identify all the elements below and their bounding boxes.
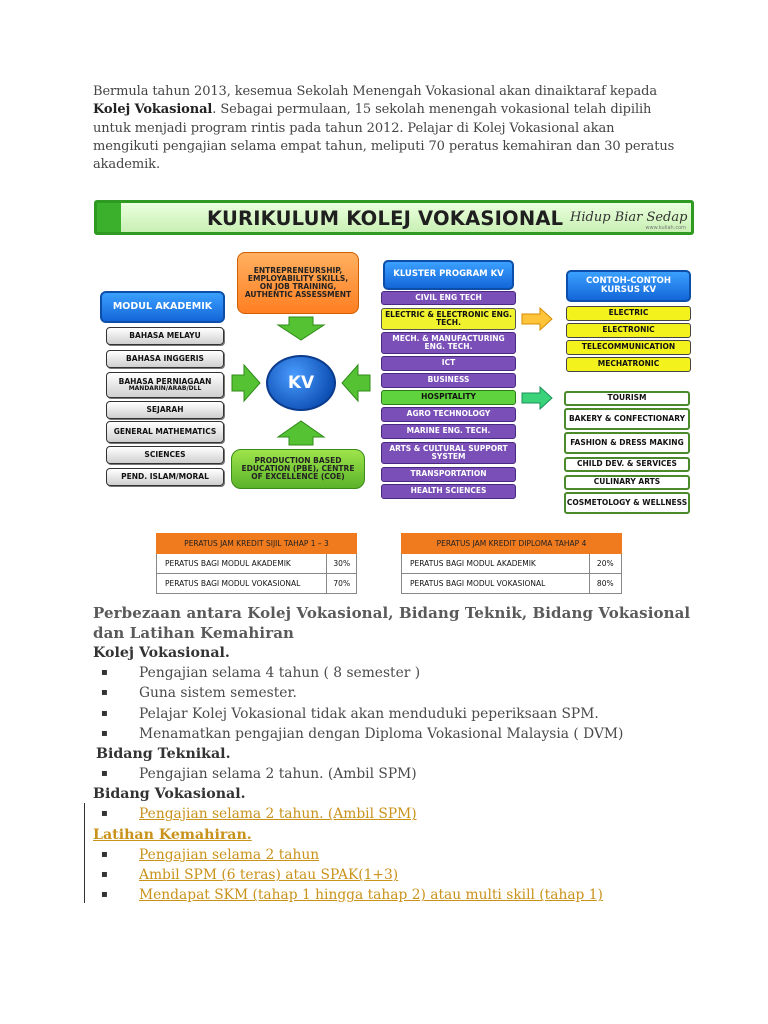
arrow-left-icon — [342, 365, 370, 401]
kluster-item: MARINE ENG. TECH. — [381, 424, 516, 439]
modul-item: GENERAL MATHEMATICS — [106, 421, 224, 443]
kluster-item: ICT — [381, 356, 516, 371]
arrow-right-icon — [232, 365, 260, 401]
latihan-title[interactable]: Latihan Kemahiran. — [93, 826, 252, 843]
contoh-white-item: CULINARY ARTS — [564, 475, 690, 490]
table-cell-label: PERATUS BAGI MODUL AKADEMIK — [157, 554, 327, 574]
latihan-list — [93, 845, 693, 906]
table-cell-value: 30% — [327, 554, 357, 574]
vokasional-title: Bidang Vokasional. — [93, 786, 246, 803]
contoh-kursus-heading: CONTOH-CONTOH KURSUS KV — [566, 270, 691, 302]
list-item: ▪ Pelajar Kolej Vokasional tidak akan menduduki peperiksaan SPM. — [93, 704, 693, 724]
entrepreneurship-box: ENTREPRENEURSHIP, EMPLOYABILITY SKILLS, ON JOB TRAINING, AUTHENTIC ASSESSMENT — [237, 252, 359, 314]
table-cell-label: PERATUS BAGI MODUL VOKASIONAL — [402, 574, 590, 594]
table-cell-label: PERATUS BAGI MODUL AKADEMIK — [402, 554, 590, 574]
vokasional-list — [93, 804, 693, 824]
table-cell-value: 70% — [327, 574, 357, 594]
intro-bold-term: Kolej Vokasional — [93, 102, 213, 118]
arrow-right-orange-icon — [522, 308, 552, 330]
table-sijil — [156, 533, 357, 594]
contoh-white-item: TOURISM — [564, 391, 690, 406]
intro-rest: . Sebagai permulaan, 15 sekolah menengah vokasional telah dipilih untuk menjadi program rintis pada tahun 2012. Pelajar di Kolej Vokasional akan mengikuti pengajian selama empat tahun, meliputi 70 peratus kemahiran dan 30 peratus akademik. — [93, 102, 675, 173]
modul-akademik-heading: MODUL AKADEMIK — [100, 291, 225, 323]
contoh-white-item: COSMETOLOGY & WELLNESS — [564, 492, 690, 514]
contoh-yellow-item: TELECOMMUNICATION — [566, 340, 691, 355]
list-item: ▪ Guna sistem semester. — [93, 683, 693, 703]
kluster-item: HOSPITALITY — [381, 390, 516, 405]
link-text[interactable]: Ambil SPM (6 teras) atau SPAK(1+3) — [139, 867, 399, 884]
infographic-title: KURIKULUM KOLEJ VOKASIONAL — [207, 207, 564, 230]
contoh-white-item: BAKERY & CONFECTIONARY — [564, 408, 690, 430]
list-link-item[interactable] — [93, 845, 693, 865]
banner-url: www.kuliah.com — [645, 225, 686, 231]
modul-item: PEND. ISLAM/MORAL — [106, 468, 224, 486]
contoh-yellow-item: ELECTRIC — [566, 306, 691, 321]
banner-watermark: Hidup Biar Sedap — [570, 210, 688, 225]
kluster-item: ELECTRIC & ELECTRONIC ENG. TECH. — [381, 308, 516, 330]
arrow-right-green-icon — [522, 387, 552, 409]
contoh-white-item: FASHION & DRESS MAKING — [564, 432, 690, 454]
contoh-yellow-item: ELECTRONIC — [566, 323, 691, 338]
kolej-list — [93, 663, 693, 744]
teknikal-list — [93, 764, 693, 784]
contoh-yellow-item: MECHATRONIC — [566, 357, 691, 372]
modul-item: SCIENCES — [106, 446, 224, 464]
modul-item: SEJARAH — [106, 401, 224, 419]
kluster-item: BUSINESS — [381, 373, 516, 388]
modul-item: BAHASA INGGERIS — [106, 350, 224, 368]
comparison-heading: Perbezaan antara Kolej Vokasional, Bidang Teknik, Bidang Vokasional dan Latihan Kemahiran — [93, 604, 691, 642]
list-link-item[interactable] — [93, 885, 693, 905]
list-item: ▪ Pengajian selama 2 tahun. (Ambil SPM) — [93, 764, 693, 784]
kluster-item: MECH. & MANUFACTURING ENG. TECH. — [381, 332, 516, 354]
kluster-item: ARTS & CULTURAL SUPPORT SYSTEM — [381, 442, 516, 464]
left-margin-rule — [84, 803, 85, 903]
table-diploma-header: PERATUS JAM KREDIT DIPLOMA TAHAP 4 — [402, 534, 622, 554]
list-item: ▪ Menamatkan pengajian dengan Diploma Vokasional Malaysia ( DVM) — [93, 724, 693, 744]
list-item: ▪ Pengajian selama 4 tahun ( 8 semester ) — [93, 663, 693, 683]
table-diploma — [401, 533, 622, 594]
kluster-item: TRANSPORTATION — [381, 467, 516, 482]
link-text[interactable]: Pengajian selama 2 tahun — [139, 846, 320, 863]
kluster-item: CIVIL ENG TECH — [381, 291, 516, 305]
link-text[interactable]: Pengajian selama 2 tahun. (Ambil SPM) — [139, 806, 417, 823]
intro-paragraph — [93, 83, 683, 174]
kluster-heading: KLUSTER PROGRAM KV — [383, 260, 514, 290]
comparison-section — [93, 603, 693, 906]
table-cell-value: 80% — [589, 574, 621, 594]
list-link-item[interactable] — [93, 804, 693, 824]
table-row — [402, 574, 622, 594]
kolej-title: Kolej Vokasional. — [93, 645, 230, 661]
table-cell-label: PERATUS BAGI MODUL VOKASIONAL — [157, 574, 327, 594]
table-row — [402, 554, 622, 574]
arrow-up-icon — [278, 421, 324, 445]
table-row — [157, 554, 357, 574]
table-sijil-header: PERATUS JAM KREDIT SIJIL TAHAP 1 – 3 — [157, 534, 357, 554]
table-cell-value: 20% — [589, 554, 621, 574]
table-row — [157, 574, 357, 594]
kluster-item: HEALTH SCIENCES — [381, 484, 516, 499]
teknikal-title: Bidang Teknikal. — [96, 746, 231, 763]
contoh-white-item: CHILD DEV. & SERVICES — [564, 457, 690, 472]
kv-center-circle: KV — [266, 355, 336, 411]
link-text[interactable]: Mendapat SKM (tahap 1 hingga tahap 2) atau multi skill (tahap 1) — [139, 887, 603, 904]
list-link-item[interactable] — [93, 865, 693, 885]
kluster-item: AGRO TECHNOLOGY — [381, 407, 516, 422]
pbe-box: PRODUCTION BASED EDUCATION (PBE), CENTRE OF EXCELLENCE (COE) — [231, 449, 365, 489]
arrow-down-icon — [278, 317, 324, 340]
modul-item-sublabel: MANDARIN/ARAB/DLL — [128, 384, 202, 392]
intro-line1: Bermula tahun 2013, kesemua Sekolah Menengah Vokasional akan dinaiktaraf kepada — [93, 84, 657, 99]
modul-item — [106, 372, 224, 398]
modul-item: BAHASA MELAYU — [106, 327, 224, 345]
modul-item-label: BAHASA PERNIAGAAN — [118, 376, 212, 386]
kurikulum-infographic — [94, 197, 694, 602]
